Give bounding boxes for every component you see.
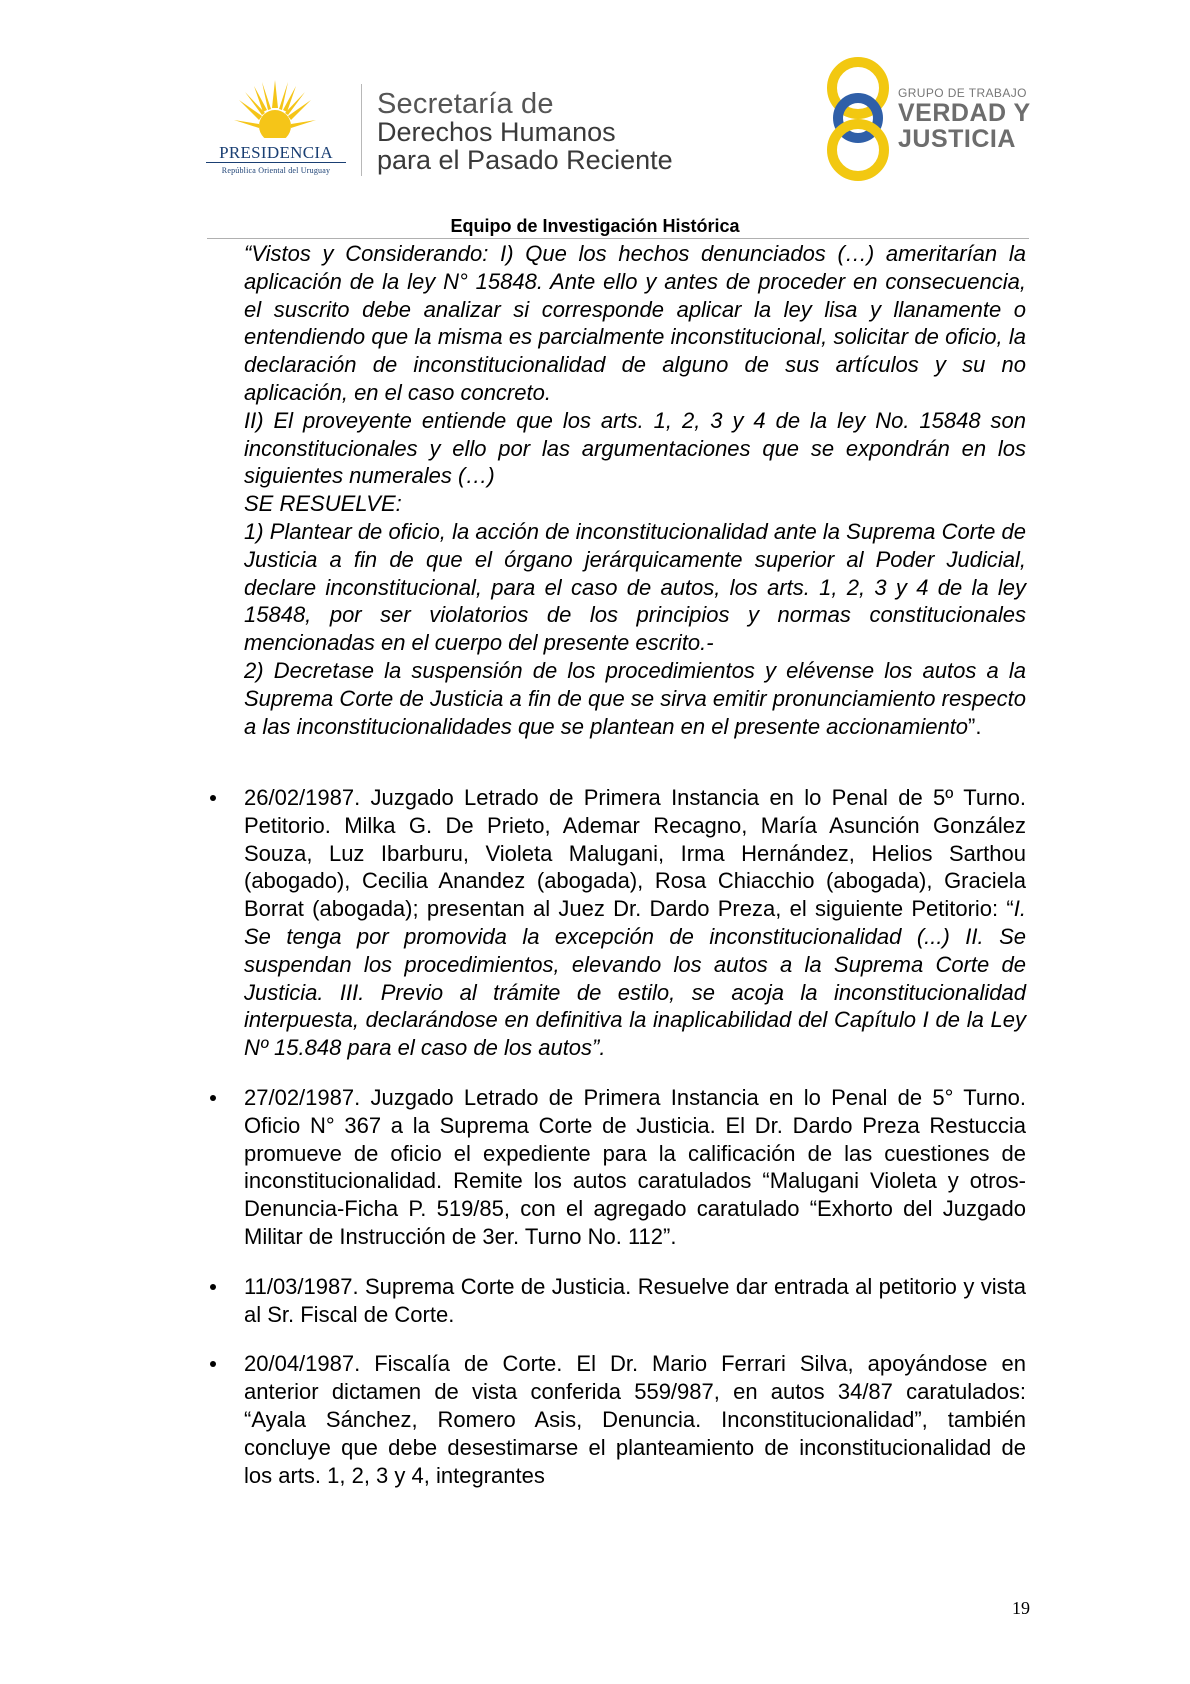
page-header-title: Equipo de Investigación Histórica: [450, 216, 740, 236]
list-item: [210, 784, 1026, 1062]
vyj-small-label: GRUPO DE TRABAJO: [898, 86, 1027, 100]
quote-paragraph-5: [244, 657, 1026, 740]
vyj-text: [898, 86, 1048, 152]
quote-paragraph-5-text: 2) Decretase la suspensión de los procedimientos y elévense los autos a la Suprema Corte de Justicia a fin de que se sirva emitir pronunciamiento respecto a las inconstitucionalidades que se plantean en el presente accionamiento: [244, 657, 1026, 739]
entry-text: 26/02/1987. Juzgado Letrado de Primera Instancia en lo Penal de 5º Turno. Petitorio. Milka G. De Prieto, Ademar Recagno, María Asunción González Souza, Luz Ibarburu, Violeta Malugani, Irma Hernández, Helios Sarthou (abogado), Cecilia Anandez (abogada), Rosa Chiacchio (abogada), Graciela Borrat (abogada); presentan al Juez Dr. Dardo Preza, el siguiente Petitorio: “: [244, 785, 1026, 922]
bullet-icon: [210, 1284, 216, 1290]
presidencia-name: PRESIDENCIA: [219, 143, 333, 162]
vyj-title-1: VERDAD Y: [898, 99, 1031, 127]
entry-text: 11/03/1987. Suprema Corte de Justicia. Resuelve dar entrada al petitorio y vista al Sr. Fiscal de Corte.: [244, 1273, 1026, 1327]
quote-paragraph-2: II) El proveyente entiende que los arts. 1, 2, 3 y 4 de la ley No. 15848 son inconstitucionales y ello por las argumentaciones que se expondrán en los siguientes numerales (…): [244, 407, 1026, 489]
quote-paragraph-3: SE RESUELVE:: [244, 491, 402, 517]
verdad-justicia-logo: [818, 56, 1048, 181]
secretaria-line-3: para el Pasado Reciente: [377, 145, 673, 175]
quote-paragraph-1: “Vistos y Considerando: I) Que los hechos denunciados (…) ameritarían la aplicación de la ley N° 15848. Ante ello y antes de proceder en consecuencia, el suscrito debe analizar si corresponde aplicar la ley lisa y llanamente o entendiendo que la misma es parcialmente inconstitucional, solicitar de oficio, la declaración de inconstitucionalidad de alguno de sus artículos y su no aplicación, en el caso concreto.: [244, 241, 1026, 405]
secretaria-line-1: Secretaría de: [377, 88, 554, 120]
presidencia-logo: [196, 80, 356, 180]
bullet-icon: [210, 1361, 216, 1367]
bullet-icon: [210, 1095, 216, 1101]
quote-paragraph-4: 1) Plantear de oficio, la acción de inconstitucionalidad ante la Suprema Corte de Justicia a fin de que el órgano jerárquicamente superior al Poder Judicial, declare inconstitucional, para el caso de autos, los arts. 1, 2, 3 y 4 de la ley 15848, por ser violatorios de los principios y normas constitucionales mencionadas en el cuerpo del presente escrito.-: [244, 518, 1026, 656]
quote-closing: ”.: [968, 713, 982, 739]
list-item: [210, 1084, 1026, 1251]
presidencia-rule: [206, 162, 346, 163]
bullet-icon: [210, 795, 216, 801]
chronology-list: [210, 784, 1026, 1511]
presidencia-subtitle: República Oriental del Uruguay: [221, 166, 331, 175]
secretaria-line-2: Derechos Humanos: [377, 117, 616, 147]
entry-italic-text: I. Se tenga por promovida la excepción de inconstitucionalidad (...) II. Se suspendan los procedimientos, elevando los autos a la Suprema Corte de Justicia. III. Previo al trámite de estilo, se acoja la inconstitucionalidad interpuesta, declarándose en definitiva la inaplicabilidad del Capítulo I de la Ley Nº 15.848 para el caso de los autos”.: [244, 896, 1026, 1061]
quoted-resolution: [244, 240, 1026, 740]
entry-text: 20/04/1987. Fiscalía de Corte. El Dr. Mario Ferrari Silva, apoyándose en anterior dictamen de vista conferida 559/987, en autos 34/87 caratulados: “Ayala Sánchez, Romero Asis, Denuncia. Inconstitucionalidad”, también concluye que debe desestimarse el planteamiento de inconstitucionalidad de los arts. 1, 2, 3 y 4, integrantes: [244, 1351, 1026, 1488]
header-rule: [207, 238, 1029, 239]
list-item: [210, 1350, 1026, 1489]
secretaria-logo-text: [377, 90, 707, 174]
entry-text: 27/02/1987. Juzgado Letrado de Primera Instancia en lo Penal de 5° Turno. Oficio N° 367 a la Suprema Corte de Justicia. El Dr. Dardo Preza Restuccia promueve de oficio el expediente para la calificación de las cuestiones de inconstitucionalidad. Remite los autos caratulados “Malugani Violeta y otros-Denuncia-Ficha P. 519/85, con el agregado caratulado “Exhorto del Juzgado Militar de Instrucción de 3er. Turno No. 112”.: [244, 1084, 1026, 1249]
sun-icon: [234, 80, 316, 150]
list-item: [210, 1273, 1026, 1329]
header-separator: [361, 84, 362, 176]
rings-icon: [818, 56, 898, 181]
vyj-title-2: JUSTICIA: [898, 125, 1016, 153]
page-number: 19: [1012, 1598, 1030, 1618]
